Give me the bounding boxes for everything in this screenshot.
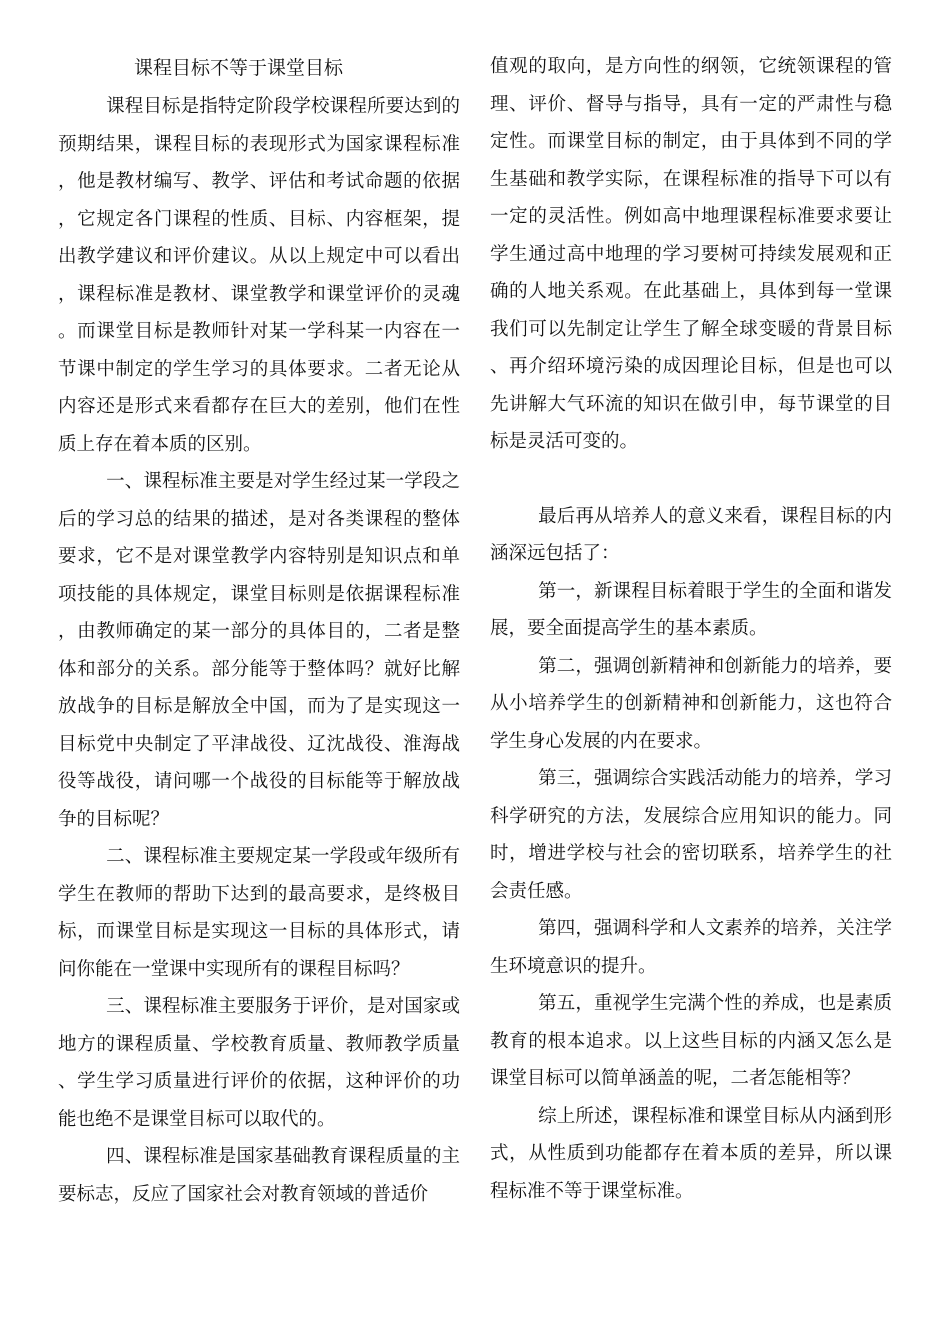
paragraph-meaning-intro: 最后再从培养人的意义来看，课程目标的内涵深远包括了： (490, 505, 892, 564)
paragraph-fourth: 第四，强调科学和人文素养的培养，关注学生环境意识的提升。 (490, 918, 892, 977)
document-title: 课程目标不等于课堂目标 (134, 57, 344, 79)
left-column (58, 48, 460, 1213)
right-column (490, 48, 892, 1210)
paragraph-conclusion: 综上所述，课程标准和课堂目标从内涵到形式，从性质到功能都存在着本质的差异，所以课程标准不等于课堂标准。 (490, 1105, 892, 1202)
paragraph-intro: 课程目标是指特定阶段学校课程所要达到的预期结果，课程目标的表现形式为国家课程标准，他是教材编写、教学、评估和考试命题的依据，它规定各门课程的性质、目标、内容框架，提出教学建议和评价建议。从以上规定中可以看出，课程标准是教材、课堂教学和课堂评价的灵魂。而课堂目标是教师针对某一学科某一内容在一节课中制定的学生学习的具体要求。二者无论从内容还是形式来看都存在巨大的差别，他们在性质上存在着本质的区别。 (58, 96, 460, 455)
paragraph-second: 第二，强调创新精神和创新能力的培养，要从小培养学生的创新精神和创新能力，这也符合学生身心发展的内在要求。 (490, 655, 892, 752)
paragraph-first: 第一，新课程目标着眼于学生的全面和谐发展，要全面提高学生的基本素质。 (490, 580, 892, 639)
paragraph-point-2: 二、课程标准主要规定某一学段或年级所有学生在教师的帮助下达到的最高要求，是终极目标，而课堂目标是实现这一目标的具体形式，请问你能在一堂课中实现所有的课程目标吗？ (58, 846, 460, 980)
document-page (58, 48, 900, 1298)
paragraph-third: 第三，强调综合实践活动能力的培养，学习科学研究的方法，发展综合应用知识的能力。同时，增进学校与社会的密切联系，培养学生的社会责任感。 (490, 768, 892, 902)
paragraph-point-3: 三、课程标准主要服务于评价，是对国家或地方的课程质量、学校教育质量、教师教学质量、学生学习质量进行评价的依据，这种评价的功能也绝不是课堂目标可以取代的。 (58, 996, 460, 1130)
paragraph-point-1: 一、课程标准主要是对学生经过某一学段之后的学习总的结果的描述，是对各类课程的整体要求，它不是对课堂教学内容特别是知识点和单项技能的具体规定，课堂目标则是依据课程标准，由教师确定的某一部分的具体目的，二者是整体和部分的关系。部分能等于整体吗？就好比解放战争的目标是解放全中国，而为了是实现这一目标党中央制定了平津战役、辽沈战役、淮海战役等战役，请问哪一个战役的目标能等于解放战争的目标呢？ (58, 471, 460, 830)
paragraph-point-4-continued: 值观的取向，是方向性的纲领，它统领课程的管理、评价、督导与指导，具有一定的严肃性与稳定性。而课堂目标的制定，由于具体到不同的学生基础和教学实际，在课程标准的指导下可以有一定的灵活性。例如高中地理课程标准要求要让学生通过高中地理的学习要树可持续发展观和正确的人地关系观。在此基础上，具体到每一堂课我们可以先制定让学生了解全球变暖的背景目标、再介绍环境污染的成因理论目标，但是也可以先讲解大气环流的知识在做引申，每节课堂的目标是灵活可变的。 (490, 56, 892, 452)
paragraph-fifth: 第五，重视学生完满个性的养成，也是素质教育的根本追求。以上这些目标的内涵又怎么是课堂目标可以简单涵盖的呢，二者怎能相等？ (490, 993, 892, 1089)
paragraph-point-4-start: 四、课程标准是国家基础教育课程质量的主要标志，反应了国家社会对教育领域的普适价 (58, 1146, 460, 1205)
